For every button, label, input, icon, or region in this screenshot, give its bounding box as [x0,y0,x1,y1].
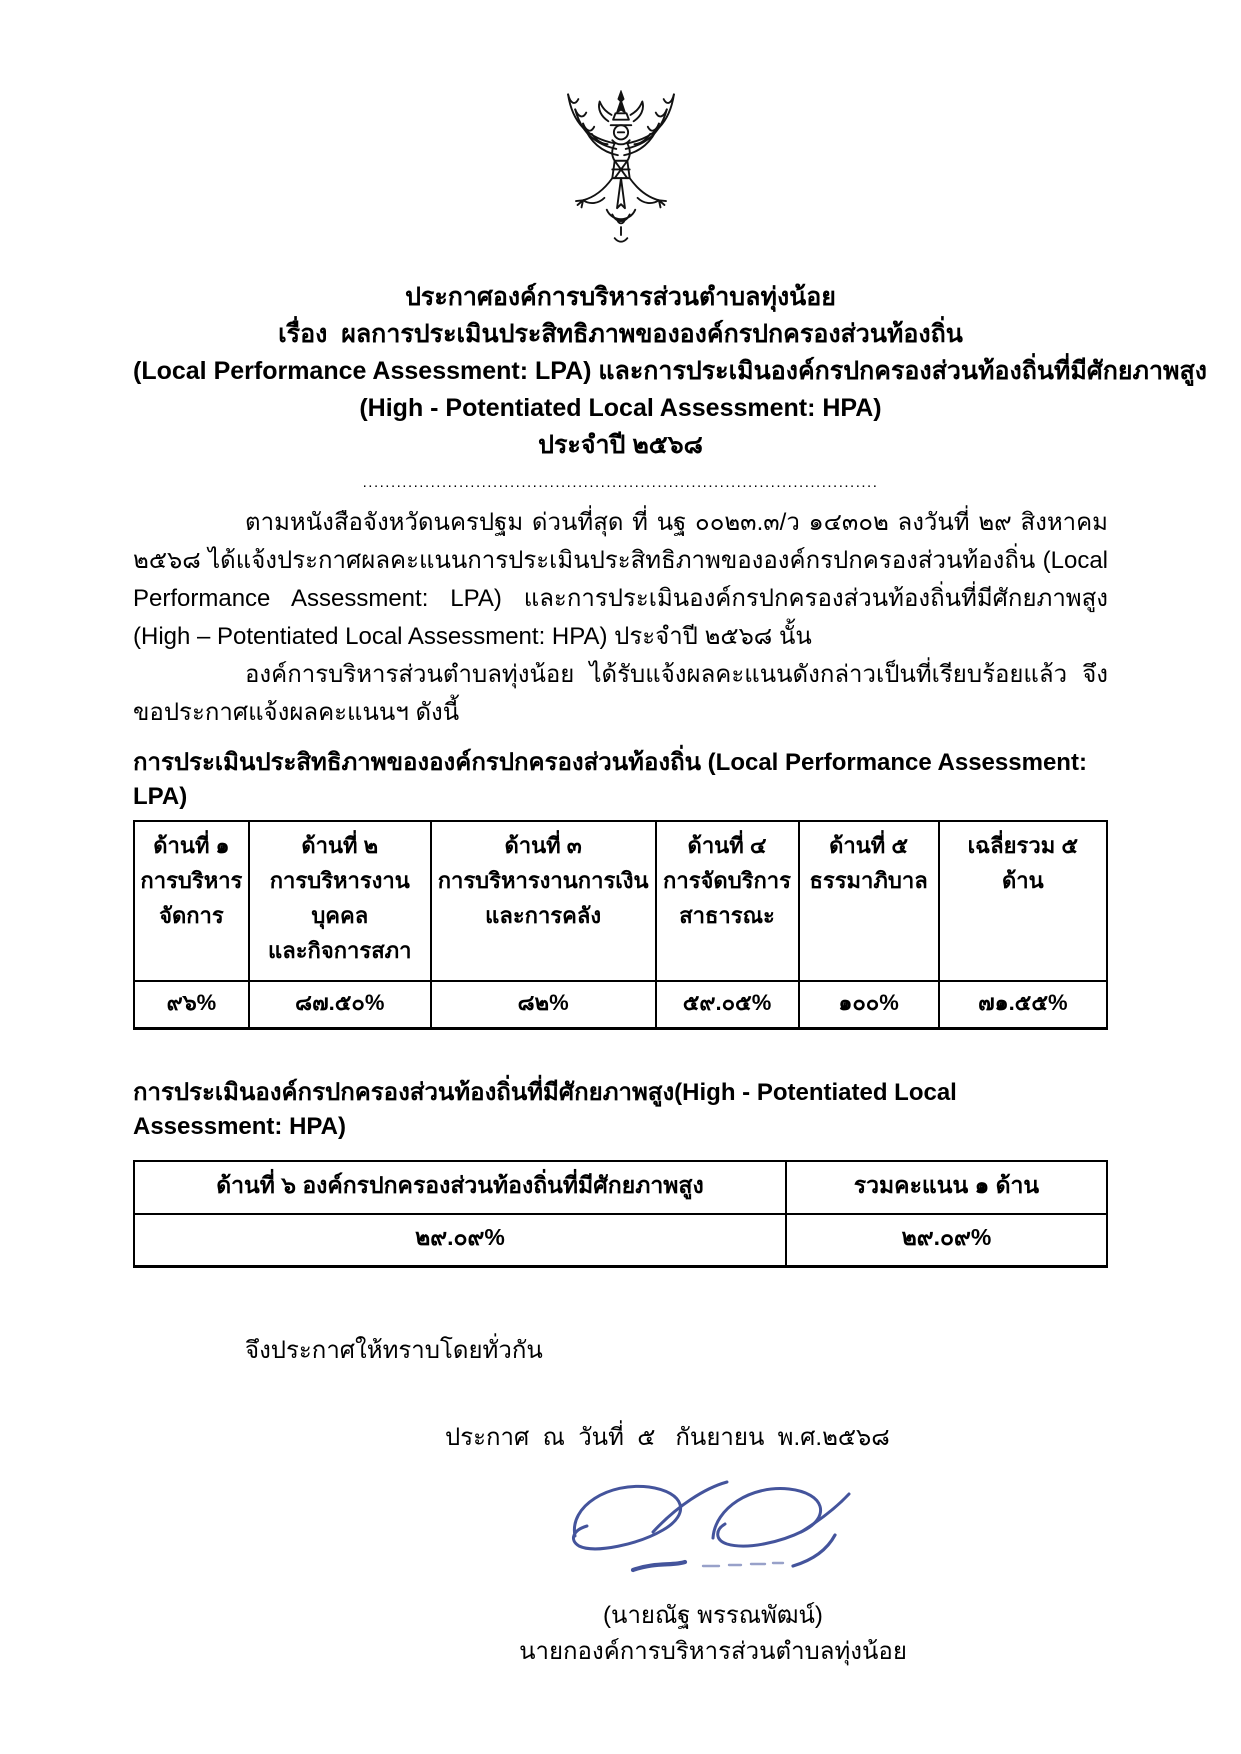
lpa-col-6-line-1: เฉลี่ยรวม ๕ [967,833,1078,858]
lpa-col-4-line-2: การจัดบริการ [663,868,791,893]
hpa-values-row [134,1214,1107,1267]
lpa-score-5: ๑๐๐% [799,981,939,1029]
lpa-col-1-header [134,821,249,981]
lpa-score-1: ๙๖% [134,981,249,1029]
hpa-english-line: (High - Potentiated Local Assessment: HPA) [359,394,882,422]
lpa-header-row [134,821,1107,981]
hpa-header-row [134,1161,1107,1214]
org-announcement-title: ประกาศองค์การบริหารส่วนตำบลทุ่งน้อย [405,283,836,311]
garuda-icon [542,88,700,258]
signatory-name: (นายณัฐ พรรณพัฒน์) [603,1602,823,1629]
signatory-title: นายกองค์การบริหารส่วนตำบลทุ่งน้อย [519,1638,907,1665]
hpa-section-caption: การประเมินองค์กรปกครองส่วนท้องถิ่นที่มีศักยภาพสูง(High - Potentiated Local Assessment: HPA) [133,1079,957,1140]
lpa-values-row [134,981,1107,1029]
hpa-col-2-header: รวมคะแนน ๑ ด้าน [786,1161,1107,1214]
hpa-score-total: ๒๙.๐๙% [786,1214,1107,1267]
lpa-col-1-line-2: การบริหาร [140,868,243,893]
lpa-results-table [133,820,1108,1030]
lpa-score-3: ๘๒% [431,981,656,1029]
lpa-col-2-line-2: การบริหารงานบุคคล [269,868,410,928]
lpa-col-4-line-3: สาธารณะ [679,903,775,928]
year-line: ประจำปี ๒๕๖๘ [538,431,703,459]
announcement-paragraph: องค์การบริหารส่วนตำบลทุ่งน้อย ได้รับแจ้งผลคะแนนดังกล่าวเป็นที่เรียบร้อยแล้ว จึงขอประกาศแจ้งผลคะแนนฯ ดังนี้ [133,661,1108,726]
lpa-col-3-line-2: การบริหารงานการเงิน [437,868,649,893]
body-text [133,504,1108,732]
signature-block [493,1462,933,1670]
signature-image [553,1462,873,1602]
lpa-english-line: (Local Performance Assessment: LPA) และการประเมินองค์กรปกครองส่วนท้องถิ่นที่มีศักยภาพสูง [133,357,1207,385]
subject-line: เรื่อง ผลการประเมินประสิทธิภาพขององค์กรปกครองส่วนท้องถิ่น [278,320,963,348]
lpa-col-6-line-2: ด้าน [1001,868,1044,893]
lpa-score-4: ๕๙.๐๕% [656,981,799,1029]
lpa-col-2-line-1: ด้านที่ ๒ [301,833,379,858]
lpa-section-caption: การประเมินประสิทธิภาพขององค์กรปกครองส่วนท้องถิ่น (Local Performance Assessment: LPA) [133,749,1087,810]
lpa-col-6-header [939,821,1107,981]
announcement-date-line: ประกาศ ณ วันที่ ๕ กันยายน พ.ศ.๒๕๖๘ [445,1424,890,1451]
hpa-results-table [133,1160,1108,1268]
lpa-col-3-line-3: และการคลัง [485,903,602,928]
lpa-col-4-header [656,821,799,981]
lpa-col-5-line-2: ธรรมาภิบาล [809,868,928,893]
dotted-divider: ........................................................................................... [362,474,879,491]
lpa-col-1-line-3: จัดการ [159,903,224,928]
lpa-col-5-header [799,821,939,981]
hpa-col-1-header: ด้านที่ ๖ องค์กรปกครองส่วนท้องถิ่นที่มีศักยภาพสูง [134,1161,786,1214]
title-block [133,279,1207,464]
lpa-col-3-header [431,821,656,981]
lpa-col-2-line-3: และกิจการสภา [268,938,412,963]
lpa-score-2: ๘๗.๕๐% [249,981,431,1029]
lpa-col-4-line-1: ด้านที่ ๔ [687,833,767,858]
lpa-score-average: ๗๑.๕๕% [939,981,1107,1029]
emblem-container [133,0,1108,263]
lpa-col-1-line-1: ด้านที่ ๑ [153,833,230,858]
reference-paragraph: ตามหนังสือจังหวัดนครปฐม ด่วนที่สุด ที่ นฐ ๐๐๒๓.๓/ว ๑๔๓๐๒ ลงวันที่ ๒๙ สิงหาคม ๒๕๖๘ ได้แจ้งประกาศผลคะแนนการประเมินประสิทธิภาพขององค์กรปกครองส่วนท้องถิ่น (Local Performance Assessment: LPA) และการประเมินองค์กรปกครองส่วนท้องถิ่นที่มีศักยภาพสูง (High – Potentiated Local Assessment: HPA) ประจำปี ๒๕๖๘ นั้น [133,509,1108,650]
hpa-score: ๒๙.๐๙% [134,1214,786,1267]
lpa-col-5-line-1: ด้านที่ ๕ [829,833,909,858]
lpa-col-3-line-1: ด้านที่ ๓ [504,833,582,858]
lpa-col-2-header [249,821,431,981]
closing-statement: จึงประกาศให้ทราบโดยทั่วกัน [245,1337,543,1364]
